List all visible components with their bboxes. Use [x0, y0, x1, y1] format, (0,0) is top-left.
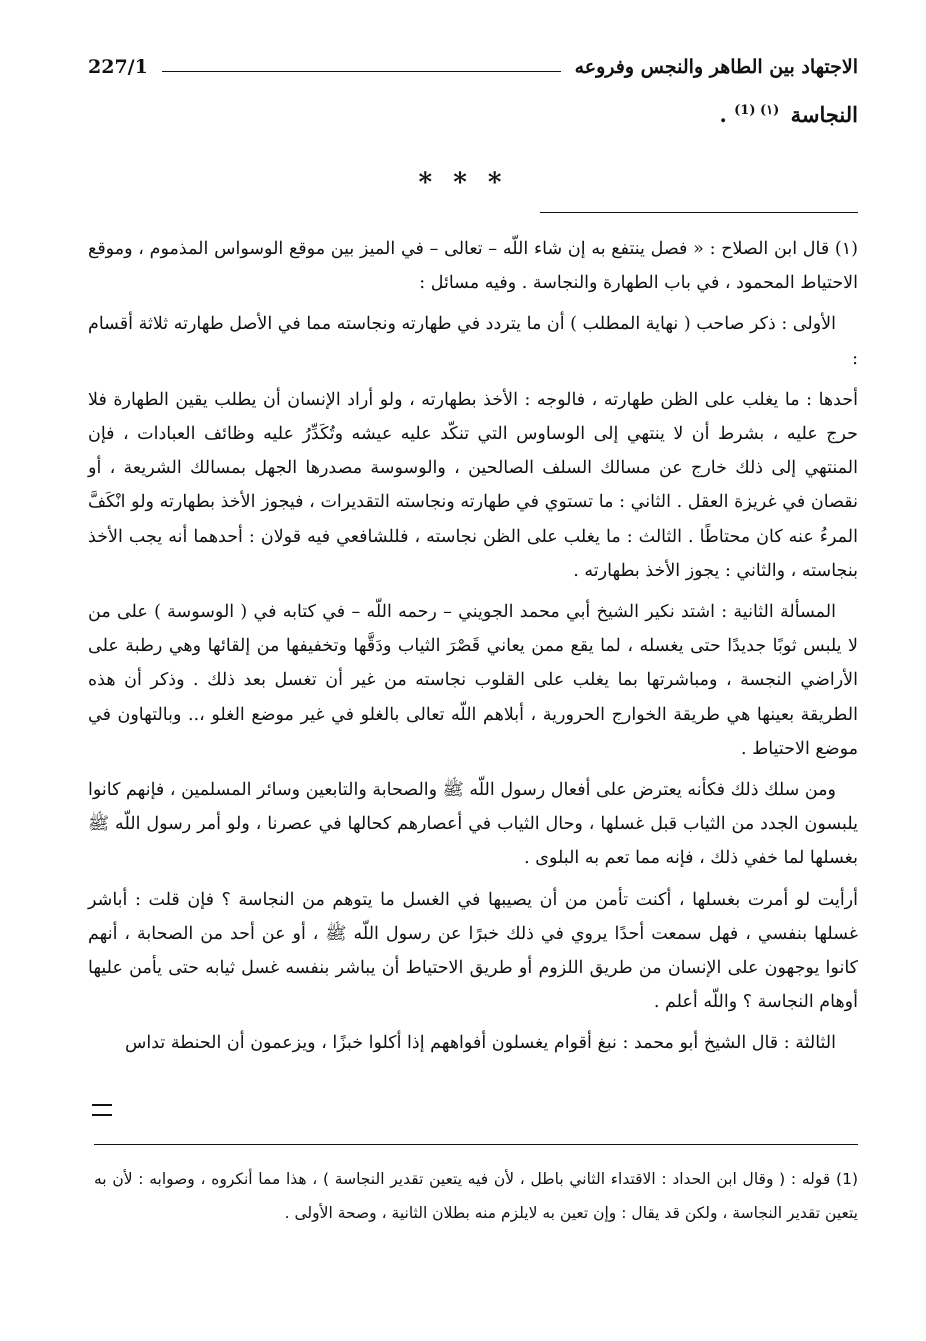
notes-rule	[540, 212, 858, 213]
notes-block	[88, 232, 858, 1068]
running-title: الاجتهاد بين الطاهر والنجس وفروعه	[574, 56, 858, 78]
header-rule	[162, 71, 561, 72]
section-separator: * * *	[418, 168, 508, 198]
note-paragraph: أرأيت لو أمرت بغسلها ، أكنت تأمن من أن يصيبها في الغسل ما يتوهم من النجاسة ؟ فإن قلت : أباشر غسلها بنفسي ، فهل سمعت أحدًا يروي في ذلك خبرًا عن رسول اللّه ﷺ ، أو عن أحد من الصحابة ، أنهم كانوا يوجهون على الإنسان من طريق اللزوم أو طريق الاحتياط أن يباشر بنفسه غسل ثيابه حتى يأمن عليها أوهام النجاسة ؟ واللّه أعلم .	[88, 889, 858, 1013]
note-paragraph: الثالثة : قال الشيخ أبو محمد : نبغ أقوام يغسلون أفواههم إذا أكلوا خبزًا ، ويزعمون أن الحنطة تداس	[125, 1033, 836, 1054]
footnote-text: (1) قوله : ( وقال ابن الحداد : الاقتداء الثاني باطل ، لأن فيه يتعين تقدير النجاسة ) ، هذا مما أنكروه ، وصوابه : لأن به يتعين تقدير النجاسة ، ولكن قد يقال : وإن تعين به لايلزم منه بطلان الثانية ، وصحة الأولى .	[94, 1170, 858, 1222]
carryover-text: النجاسة	[790, 102, 858, 127]
footnote-block	[94, 1162, 858, 1230]
continuation-mark	[92, 1104, 112, 1116]
carryover-line	[720, 102, 859, 127]
note-paragraph: الأولى : ذكر صاحب ( نهاية المطلب ) أن ما يتردد في طهارته ونجاسته مما في الأصل طهارته ثلاثة أقسام :	[88, 314, 858, 369]
footnote-rule	[94, 1144, 858, 1145]
page-header	[88, 50, 858, 84]
note-paragraph: أحدها : ما يغلب على الظن طهارته ، فالوجه : الأخذ بطهارته ، ولو أراد الإنسان أن يطلب يقين الطهارة فلا حرج عليه ، بشرط أن لا ينتهي إلى الوساوس التي تنكّد عليه عيشه وتُكَدِّرُ عليه وظائف العبادات ، فإن المنتهي إلى ذلك خارج عن مسالك السلف الصالحين ، والوسوسة مصدرها الجهل بمسالك الشريعة ، أو نقصان في غريزة العقل . الثاني : ما تستوي في طهارته ونجاسته التقديرات ، فيجوز الأخذ بطهارته ولو انْكَفَّ المرءُ عنه كان محتاطًا . الثالث : ما يغلب على الظن نجاسته ، فللشافعي فيه قولان : أحدهما أنه يجب الأخذ بنجاسته ، والثاني : يجوز الأخذ بطهارته .	[88, 389, 858, 581]
page-number: 227/1	[88, 56, 148, 78]
note-paragraph: المسألة الثانية : اشتد نكير الشيخ أبي محمد الجويني – رحمه اللّه – في كتابه في ( الوسوسة ) على من لا يلبس ثوبًا جديدًا حتى يغسله ، لما يقع ممن يعاني قَصْرَ الثياب ودَقَّها وتخفيفها من إلقائها وهي رطبة على الأراضي النجسة ، ومباشرتها بما يغلب على القلوب نجاسته من غير أن تغسل بعد ذلك . وذكر أن هذه الطريقة بعينها هي طريقة الخوارج الحرورية ، أبلاهم اللّه تعالى بالغلو في غير موضع الغلو ،.. وبالتهاون في موضع الاحتياط .	[88, 602, 858, 759]
carryover-tail: .	[719, 102, 727, 127]
note-paragraph: (١) قال ابن الصلاح : « فصل ينتفع به إن شاء اللّه – تعالى – في الميز بين موقع الوسواس المذموم ، وموقع الاحتياط المحمود ، في باب الطهارة والنجاسة . وفيه مسائل :	[88, 239, 858, 294]
note-paragraph: ومن سلك ذلك فكأنه يعترض على أفعال رسول اللّه ﷺ والصحابة والتابعين وسائر المسلمين ، فإنهم كانوا يلبسون الجدد من الثياب قبل غسلها ، وحال الثياب في أعصارهم كحالها في عصرنا ، ولو أمر رسول اللّه ﷺ بغسلها لما خفي ذلك ، فإنه مما تعم به البلوى .	[88, 780, 858, 869]
footnote-refs: (١) (1)	[734, 103, 780, 118]
